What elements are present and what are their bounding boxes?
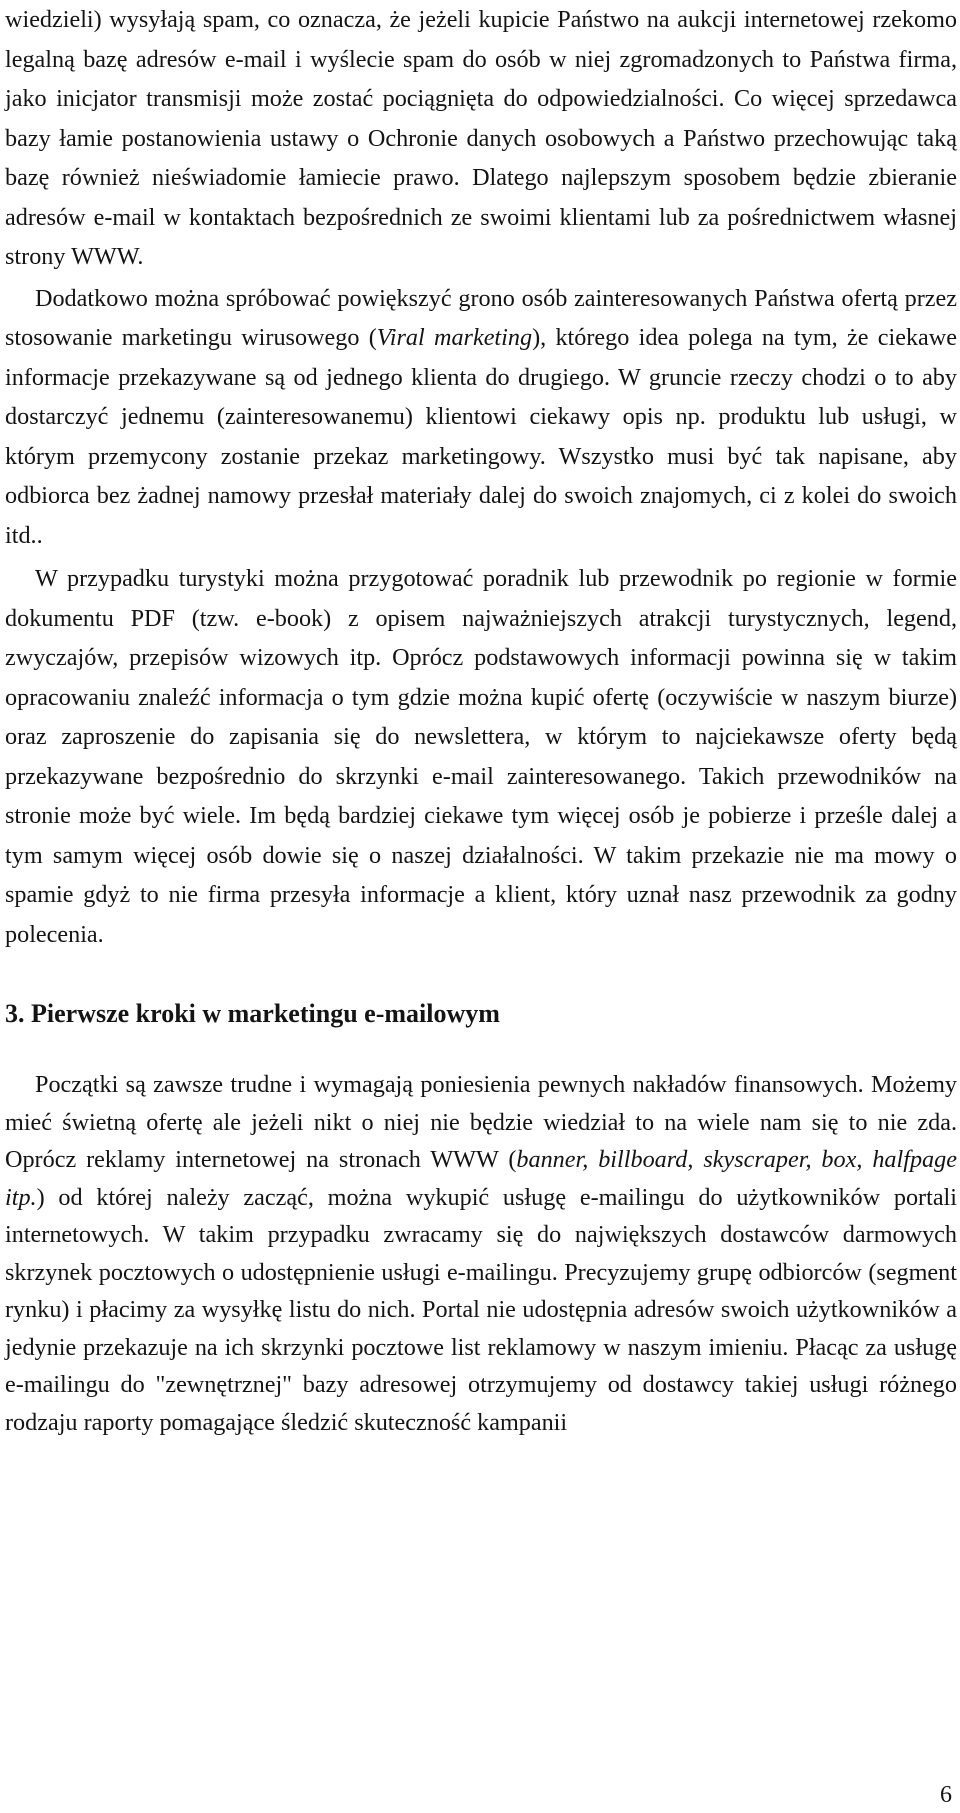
paragraph-text: ), którego idea polega na tym, że ciekawe informacje przekazywane są od jednego klienta do drugiego. W gruncie rzeczy chodzi o to aby dostarczyć jednemu (zainteresowanemu) klientowi ciekawy opis np. produktu lub usługi, w którym przemycony zostanie przekaz marketingowy. Wszystko musi być tak napisane, aby odbiorca bez żadnej namowy przesłał materiały dalej do swoich znajomych, ci z kolei do swoich itd.. (5, 324, 957, 549)
document-page (5, 0, 957, 1441)
section-heading: 3. Pierwsze kroki w marketingu e-mailowym (5, 999, 500, 1028)
emphasis-text: banner, billboard, skyscraper, box, halfpage itp. (5, 1146, 957, 1211)
paragraph-spam-legal: wiedzieli) wysyłają spam, co oznacza, że jeżeli kupicie Państwo na aukcji internetowej rzekomo legalną bazę adresów e-mail i wyślecie spam do osób w niej zgromadzonych to Państwa firma, jako inicjator transmisji może zostać pociągnięta do odpowiedzialności. Co więcej sprzedawca bazy łamie postanowienia ustawy o Ochronie danych osobowych a Państwo przechowując taką bazę również nieświadomie łamiecie prawo. Dlatego najlepszym sposobem będzie zbieranie adresów e-mail w kontaktach bezpośrednich ze swoimi klientami lub za pośrednictwem własnej strony WWW. (5, 6, 957, 270)
paragraph-text: Początki są zawsze trudne i wymagają poniesienia pewnych nakładów finansowych. Możemy mieć świetną ofertę ale jeżeli nikt o niej nie będzie wiedział to na wiele nam się to nie zda. Oprócz reklamy internetowej na stronach WWW ( (5, 1071, 957, 1173)
emphasis-text: Viral marketing (376, 324, 533, 351)
paragraph-text: Dodatkowo można spróbować powiększyć grono osób zainteresowanych Państwa ofertą przez stosowanie marketingu wirusowego ( (5, 284, 957, 351)
page-number: 6 (940, 1782, 952, 1808)
paragraph-first-steps (5, 1066, 957, 1441)
paragraph-text: ) od której należy zacząć, można wykupić usługę e-mailingu do użytkowników portali internetowych. W takim przypadku zwracamy się do największych dostawców darmowych skrzynek pocztowych o udostępnienie usługi e-mailingu. Precyzujemy grupę odbiorców (segment rynku) i płacimy za wysyłkę listu do nich. Portal nie udostępnia adresów swoich użytkowników a jedynie przekazuje na ich skrzynki pocztowe list reklamowy w naszym imieniu. Płacąc za usługę e-mailingu do "zewnętrznej" bazy adresowej otrzymujemy od dostawcy takiej usługi różnego rodzaju raporty pomagające śledzić skuteczność kampanii (5, 1183, 957, 1436)
paragraph-viral-marketing (5, 279, 957, 556)
paragraph-tourism-guide: W przypadku turystyki można przygotować poradnik lub przewodnik po regionie w formie dokumentu PDF (tzw. e-book) z opisem najważniejszych atrakcji turystycznych, legend, zwyczajów, przepisów wizowych itp. Oprócz podstawowych informacji powinna się w takim opracowaniu znaleźć informacja o tym gdzie można kupić ofertę (oczywiście w naszym biurze) oraz zaproszenie do zapisania się do newslettera, w którym to najciekawsze oferty będą przekazywane bezpośrednio do skrzynki e-mail zainteresowanego. Takich przewodników na stronie może być wiele. Im będą bardziej ciekawe tym więcej osób je pobierze i prześle dalej a tym samym więcej osób dowie się o naszej działalności. W takim przekazie nie ma mowy o spamie gdyż to nie firma przesyła informacje a klient, który uznał nasz przewodnik za godny polecenia. (5, 565, 957, 948)
